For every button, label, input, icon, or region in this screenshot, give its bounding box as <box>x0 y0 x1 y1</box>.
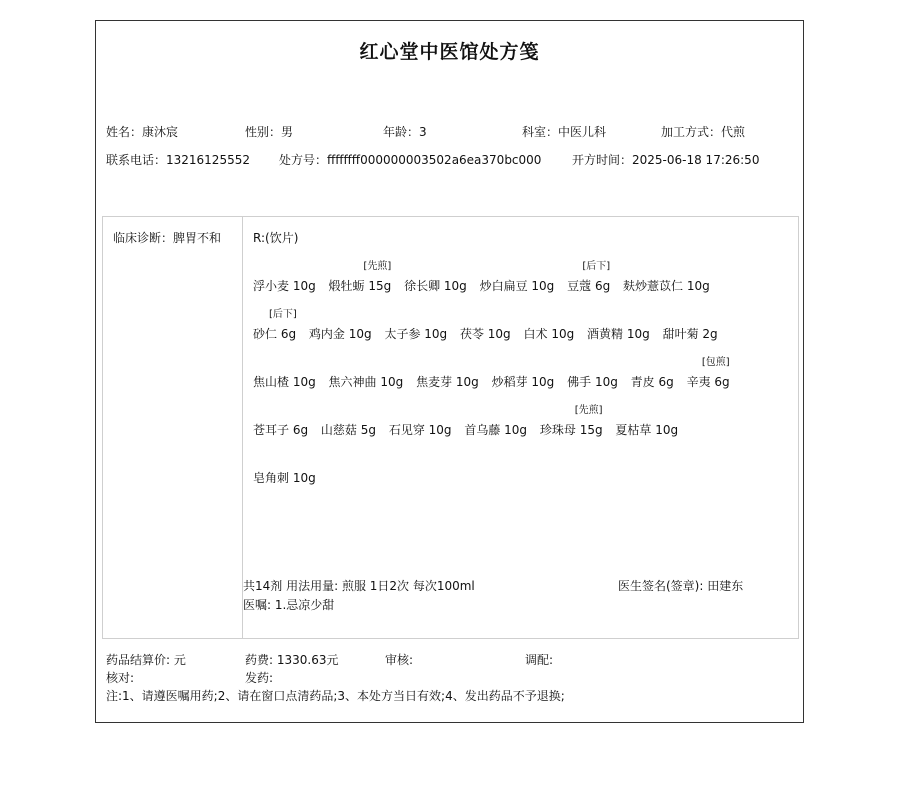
patient-department: 科室：中医儿科 <box>522 125 607 139</box>
herb-item: 佛手 10g <box>567 375 618 389</box>
herb-note: [包煎] <box>701 357 730 368</box>
rx-label: R:(饮片) <box>253 231 299 245</box>
herb-item: 石见穿 10g <box>388 423 452 437</box>
usage-instructions: 共14剂 用法用量: 煎服 1日2次 每次100ml <box>243 579 475 593</box>
patient-name: 姓名：康沐宸 <box>106 125 179 139</box>
herb-line-5 <box>253 469 325 486</box>
herb-item: 茯苓 10g <box>459 327 511 341</box>
herb-item: 太子参 10g <box>384 327 448 341</box>
processing-method: 加工方式：代煎 <box>661 125 746 139</box>
herb-item: 甜叶菊 2g <box>662 327 718 341</box>
herb-item: 鸡内金 10g <box>308 327 372 341</box>
clinical-diagnosis: 临床诊断：脾胃不和 <box>113 231 222 245</box>
herb-item: 白术 10g <box>523 327 575 341</box>
footer-notes: 注:1、请遵医嘱用药;2、请在窗口点清药品;3、本处方当日有效;4、发出药品不予退换; <box>106 689 565 703</box>
patient-gender: 性别：男 <box>245 125 294 139</box>
doctor-signature: 医生签名(签章): 田建东 <box>618 579 744 593</box>
prescription-number: 处方号：ffffffff000000003502a6ea370bc000 <box>279 153 542 167</box>
check-field: 核对: <box>106 671 135 685</box>
herb-item: 焦麦芽 10g <box>416 375 479 389</box>
herb-line-3 <box>253 357 739 390</box>
herb-item: 酒黄精 10g <box>587 327 650 341</box>
herb-item: 炒白扁豆 10g <box>479 279 555 293</box>
drug-fee: 药费: 1330.63元 <box>245 653 339 667</box>
herb-item: 夏枯草 10g <box>615 423 679 437</box>
prescription-time: 开方时间：2025-06-18 17:26:50 <box>572 153 760 167</box>
herb-item: [先煎] 珍珠母 15g <box>540 421 603 438</box>
dispense-field: 调配: <box>525 653 554 667</box>
herb-note: [后下] <box>269 309 297 320</box>
herb-line-1 <box>253 261 719 294</box>
review-field: 审核: <box>385 653 414 667</box>
herb-note: [先煎] <box>363 261 392 272</box>
herb-item: 浮小麦 10g <box>253 279 316 293</box>
herb-item: 苍耳子 6g <box>253 423 309 437</box>
herb-item: 焦山楂 10g <box>253 375 316 389</box>
herb-item: [先煎] 煅牡蛎 15g <box>329 277 392 294</box>
herb-note: [后下] <box>582 261 611 272</box>
herb-item: [后下] 豆蔻 6g <box>567 277 610 294</box>
prescription-sheet <box>95 20 804 723</box>
herb-item: 青皮 6g <box>630 375 674 389</box>
herb-item: 麸炒薏苡仁 10g <box>623 279 710 293</box>
herb-item: 焦六神曲 10g <box>328 375 404 389</box>
herb-item: 山慈菇 5g <box>320 423 376 437</box>
herb-note: [先煎] <box>574 405 603 416</box>
herb-item: 首乌藤 10g <box>464 423 528 437</box>
page-title: 红心堂中医馆处方笺 <box>359 41 540 63</box>
herb-line-4 <box>253 405 687 438</box>
herb-item: [包煎] 辛夷 6g <box>687 373 730 390</box>
patient-age: 年龄：3 <box>383 125 427 139</box>
herb-item: [后下] 砂仁 6g <box>253 325 296 342</box>
herb-line-2 <box>253 309 727 342</box>
prescription-box <box>102 216 799 639</box>
herb-item: 徐长卿 10g <box>404 279 467 293</box>
medical-advice: 医嘱: 1.忌凉少甜 <box>243 598 335 612</box>
patient-phone: 联系电话：13216125552 <box>106 153 250 167</box>
herb-item: 炒稻芽 10g <box>491 375 555 389</box>
herb-item: 皂角刺 10g <box>253 471 316 485</box>
drug-price: 药品结算价: 元 <box>106 653 186 667</box>
issue-field: 发药: <box>245 671 274 685</box>
column-divider <box>242 217 243 638</box>
